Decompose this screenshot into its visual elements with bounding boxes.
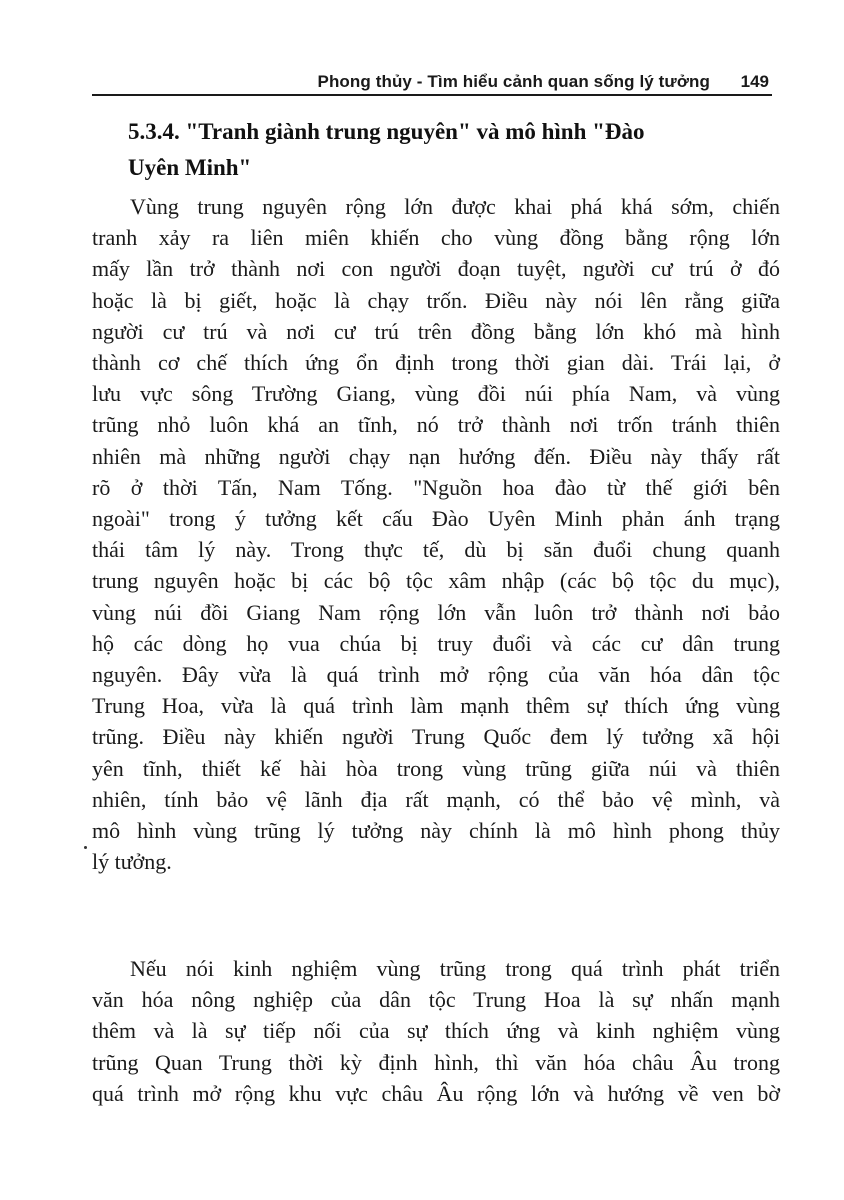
text-line: quá trình mở rộng khu vực châu Âu rộng lớn và hướng về ven bờ — [92, 1080, 780, 1106]
running-header-title: Phong thủy - Tìm hiểu cảnh quan sống lý tưởng — [317, 72, 710, 91]
page-number: 149 — [740, 72, 769, 91]
header-rule — [92, 94, 772, 96]
text-line: tranh xảy ra liên miên khiến cho vùng đồng bằng rộng lớn — [92, 225, 780, 251]
text-line: lưu vực sông Trường Giang, vùng đồi núi phía Nam, và vùng — [92, 381, 780, 407]
text-line: thành cơ chế thích ứng ổn định trong thời gian dài. Trái lại, ở — [92, 350, 780, 376]
text-line: rõ ở thời Tấn, Nam Tống. "Nguồn hoa đào từ thế giới bên — [92, 474, 780, 500]
text-line: văn hóa nông nghiệp của dân tộc Trung Hoa là sự nhấn mạnh — [92, 987, 780, 1013]
text-line: nguyên. Đây vừa là quá trình mở rộng của văn hóa dân tộc — [92, 662, 780, 688]
text-line: yên tĩnh, thiết kế hài hòa trong vùng trũng giữa núi và thiên — [92, 755, 780, 781]
text-line: lý tưởng. — [92, 849, 172, 875]
text-line: trung nguyên hoặc bị các bộ tộc xâm nhập (các bộ tộc du mục), — [92, 568, 780, 594]
text-line: hộ các dòng họ vua chúa bị truy đuổi và các cư dân trung — [92, 630, 780, 656]
text-line: trũng nhỏ luôn khá an tĩnh, nó trở thành nơi trốn tránh thiên — [92, 412, 780, 438]
text-line: mấy lần trở thành nơi con người đoạn tuyệt, người cư trú ở đó — [92, 256, 780, 282]
text-line: mô hình vùng trũng lý tưởng này chính là mô hình phong thủy — [92, 818, 780, 844]
text-line: Trung Hoa, vừa là quá trình làm mạnh thêm sự thích ứng vùng — [92, 693, 780, 719]
text-line: người cư trú và nơi cư trú trên đồng bằng lớn khó mà hình — [92, 318, 780, 344]
text-line: thái tâm lý này. Trong thực tế, dù bị săn đuổi chung quanh — [92, 537, 780, 563]
paragraph-2 — [92, 953, 780, 1109]
section-heading-line-2: Uyên Minh" — [128, 155, 252, 180]
paragraph-1 — [92, 191, 780, 877]
scan-speck — [84, 846, 87, 849]
text-line: trũng Quan Trung thời kỳ định hình, thì văn hóa châu Âu trong — [92, 1049, 780, 1075]
section-heading-line-1: 5.3.4. "Tranh giành trung nguyên" và mô hình "Đào — [128, 119, 645, 144]
text-line: hoặc là bị giết, hoặc là chạy trốn. Điều này nói lên rằng giữa — [92, 287, 780, 313]
text-line: trũng. Điều này khiến người Trung Quốc đem lý tưởng xã hội — [92, 724, 780, 750]
text-line: thêm và là sự tiếp nối của sự thích ứng và kinh nghiệm vùng — [92, 1018, 780, 1044]
text-line: nhiên mà những người chạy nạn hướng đến. Điều này thấy rất — [92, 443, 780, 469]
text-line: ngoài" trong ý tưởng kết cấu Đào Uyên Minh phản ánh trạng — [92, 506, 780, 532]
text-line: nhiên, tính bảo vệ lãnh địa rất mạnh, có thể bảo vệ mình, và — [92, 786, 780, 812]
text-line: Nếu nói kinh nghiệm vùng trũng trong quá trình phát triển — [130, 956, 780, 981]
text-line: Vùng trung nguyên rộng lớn được khai phá khá sớm, chiến — [130, 194, 780, 219]
section-heading — [128, 114, 778, 186]
text-line: vùng núi đồi Giang Nam rộng lớn vẫn luôn trở thành nơi bảo — [92, 599, 780, 625]
running-header — [92, 70, 772, 96]
